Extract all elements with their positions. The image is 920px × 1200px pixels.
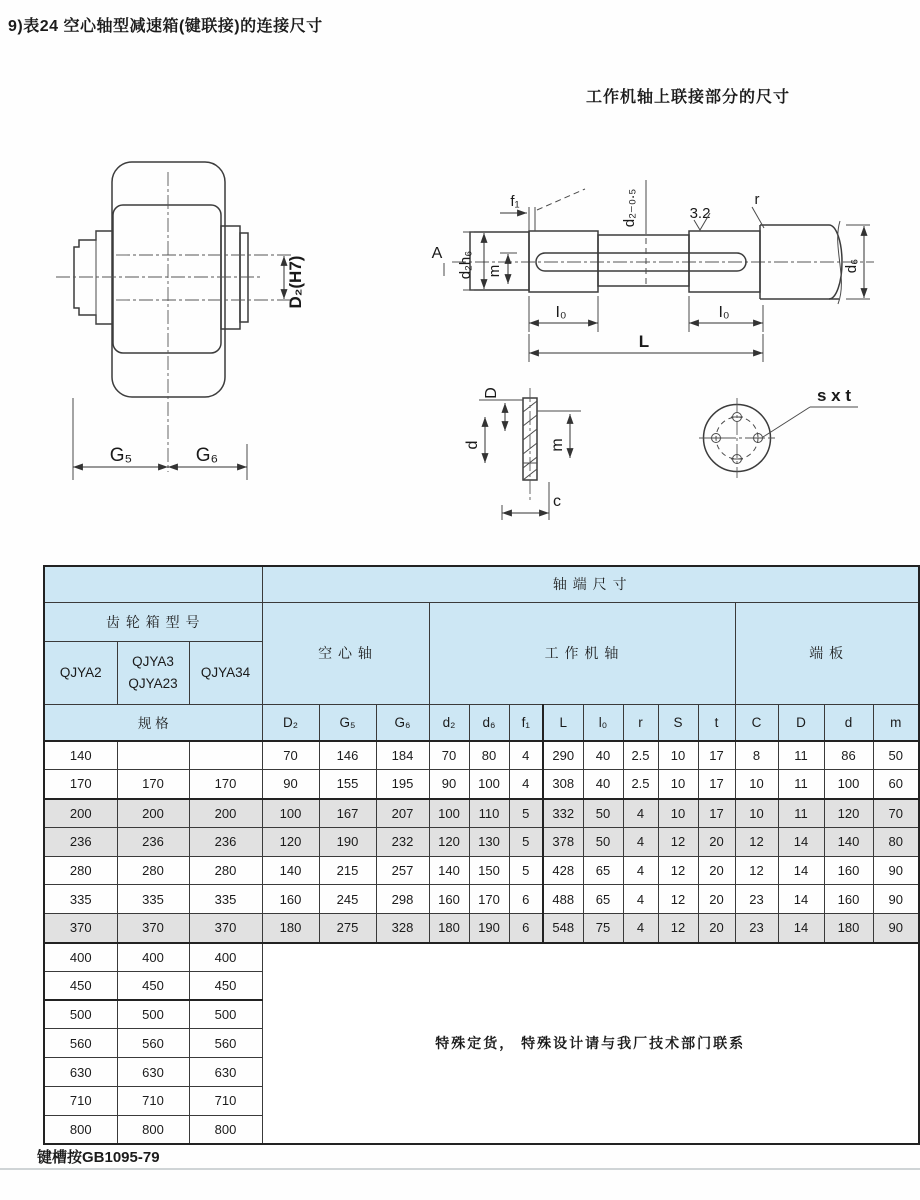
table-cell: 245 <box>319 885 376 914</box>
table-cell: 12 <box>658 914 698 943</box>
table-cell: 12 <box>735 856 778 885</box>
table-cell: 160 <box>262 885 319 914</box>
table-cell: 280 <box>117 856 189 885</box>
table-cell: 190 <box>319 827 376 856</box>
table-cell: 20 <box>698 914 735 943</box>
shaft-end-group-header: 轴 端 尺 寸 <box>262 566 919 602</box>
table-cell: 90 <box>262 770 319 799</box>
table-cell: 4 <box>623 885 658 914</box>
table-cell: 630 <box>117 1058 189 1087</box>
table-cell: 184 <box>376 741 429 770</box>
table-row <box>44 856 919 885</box>
table-cell: 20 <box>698 885 735 914</box>
table-cell: 170 <box>189 770 262 799</box>
keyway-depth-label: m <box>486 264 503 278</box>
table-cell: 190 <box>469 914 509 943</box>
col-label-L: L <box>543 704 583 741</box>
col-label-l0: l₀ <box>583 704 623 741</box>
hollow-shaft-group-header: 空 心 轴 <box>262 602 429 704</box>
table-cell: 335 <box>189 885 262 914</box>
table-cell: 200 <box>44 799 117 828</box>
table-cell: 146 <box>319 741 376 770</box>
table-cell: 180 <box>429 914 469 943</box>
f1-dimension-label: f₁ <box>510 193 520 210</box>
table-cell: 20 <box>698 856 735 885</box>
col-label-D2: D₂ <box>262 704 319 741</box>
bore-dimension-label: D₂(H7) <box>286 255 305 309</box>
table-cell: 370 <box>44 914 117 943</box>
table-cell: 428 <box>543 856 583 885</box>
table-cell: 2.5 <box>623 741 658 770</box>
page-bottom-edge <box>0 1168 920 1170</box>
col-label-d6: d₆ <box>469 704 509 741</box>
overall-length-label: L <box>638 332 650 351</box>
table-row <box>44 827 919 856</box>
table-cell: 65 <box>583 885 623 914</box>
table-cell: 160 <box>824 885 873 914</box>
model-header-line1: QJYA3 <box>132 653 174 669</box>
table-cell: 6 <box>509 914 543 943</box>
table-body <box>44 741 919 1144</box>
col-label-r: r <box>623 704 658 741</box>
g5-dimension-label: G₅ <box>109 445 133 466</box>
table-cell: 630 <box>189 1058 262 1087</box>
table-cell: 4 <box>509 770 543 799</box>
table-cell: 40 <box>583 770 623 799</box>
table-cell: 120 <box>824 799 873 828</box>
table-cell: 400 <box>189 943 262 972</box>
table-cell: 308 <box>543 770 583 799</box>
table-cell: 160 <box>429 885 469 914</box>
special-order-note: 特殊定货， 特殊设计请与我厂技术部门联系 <box>262 943 919 1145</box>
surface-roughness-label: 3.2 <box>689 205 711 222</box>
table-cell: 120 <box>262 827 319 856</box>
table-cell: 80 <box>469 741 509 770</box>
col-label-f1: f₁ <box>509 704 543 741</box>
col-label-G6: G₆ <box>376 704 429 741</box>
table-cell: 4 <box>623 856 658 885</box>
d2h6-dimension-label: d₂h₆ <box>457 250 474 280</box>
table-cell: 710 <box>44 1087 117 1116</box>
table-cell: 710 <box>189 1087 262 1116</box>
table-cell: 80 <box>873 827 919 856</box>
table-cell: 560 <box>44 1029 117 1058</box>
table-cell: 5 <box>509 827 543 856</box>
table-cell: 560 <box>189 1029 262 1058</box>
table-cell <box>189 741 262 770</box>
table-cell: 488 <box>543 885 583 914</box>
col-label-S: S <box>658 704 698 741</box>
table-cell: 65 <box>583 856 623 885</box>
table-cell: 6 <box>509 885 543 914</box>
col-label-G5: G₅ <box>319 704 376 741</box>
table-cell: 23 <box>735 885 778 914</box>
table-cell: 170 <box>117 770 189 799</box>
table-cell: 275 <box>319 914 376 943</box>
table-cell: 86 <box>824 741 873 770</box>
col-label-d: d <box>824 704 873 741</box>
table-cell: 215 <box>319 856 376 885</box>
table-cell: 200 <box>189 799 262 828</box>
table-cell: 328 <box>376 914 429 943</box>
table-cell: 710 <box>117 1087 189 1116</box>
table-cell: 332 <box>543 799 583 828</box>
table-cell: 548 <box>543 914 583 943</box>
end-plate-group-header: 端 板 <box>735 602 919 704</box>
table-cell: 155 <box>319 770 376 799</box>
table-cell: 370 <box>189 914 262 943</box>
table-cell: 8 <box>735 741 778 770</box>
table-cell: 12 <box>658 856 698 885</box>
table-cell: 257 <box>376 856 429 885</box>
table-cell: 11 <box>778 741 824 770</box>
work-shaft-group-header: 工 作 机 轴 <box>429 602 735 704</box>
table-row <box>44 885 919 914</box>
table-row <box>44 741 919 770</box>
table-cell: 160 <box>824 856 873 885</box>
table-cell: 450 <box>44 971 117 1000</box>
table-cell: 5 <box>509 799 543 828</box>
table-cell: 280 <box>44 856 117 885</box>
table-cell: 10 <box>658 799 698 828</box>
table-cell: 100 <box>429 799 469 828</box>
drawing-subtitle: 工作机轴上联接部分的尺寸 <box>586 89 791 106</box>
table-cell: 90 <box>873 885 919 914</box>
table-cell: 100 <box>262 799 319 828</box>
table-cell: 630 <box>44 1058 117 1087</box>
table-cell: 10 <box>735 770 778 799</box>
table-row <box>44 770 919 799</box>
table-cell: 298 <box>376 885 429 914</box>
g6-dimension-label: G₆ <box>195 445 219 466</box>
plate-m-label: m <box>549 438 566 452</box>
table-cell: 100 <box>824 770 873 799</box>
keyway-standard-note: 键槽按GB1095-79 <box>37 1149 160 1166</box>
table-cell: 40 <box>583 741 623 770</box>
table-cell: 167 <box>319 799 376 828</box>
table-cell: 280 <box>189 856 262 885</box>
page-title: 9)表24 空心轴型减速箱(键联接)的连接尺寸 <box>8 18 323 35</box>
table-cell: 20 <box>698 827 735 856</box>
table-cell: 75 <box>583 914 623 943</box>
table-cell: 90 <box>873 856 919 885</box>
table-cell: 4 <box>509 741 543 770</box>
table-cell: 70 <box>873 799 919 828</box>
table-cell: 370 <box>117 914 189 943</box>
table-cell: 14 <box>778 885 824 914</box>
table-cell: 180 <box>262 914 319 943</box>
table-cell: 170 <box>44 770 117 799</box>
table-cell: 50 <box>873 741 919 770</box>
technical-drawings <box>0 0 920 560</box>
model-header-qjya2: QJYA2 <box>44 641 117 704</box>
table-cell: 90 <box>873 914 919 943</box>
bolt-holes-label: s x t <box>816 386 852 405</box>
table-cell: 207 <box>376 799 429 828</box>
table-cell: 335 <box>44 885 117 914</box>
plate-thickness-label: c <box>553 493 561 510</box>
table-cell: 50 <box>583 799 623 828</box>
d2-tolerance-label: d₂₋₀.₅ <box>621 188 638 228</box>
table-cell: 70 <box>429 741 469 770</box>
table-cell: 130 <box>469 827 509 856</box>
plate-outer-dia-label: D <box>483 387 500 399</box>
table-cell: 5 <box>509 856 543 885</box>
table-cell: 4 <box>623 827 658 856</box>
table-cell: 290 <box>543 741 583 770</box>
table-cell: 560 <box>117 1029 189 1058</box>
table-row <box>44 799 919 828</box>
shaft-drawing <box>432 180 874 362</box>
table-cell: 14 <box>778 856 824 885</box>
table-cell: 378 <box>543 827 583 856</box>
table-cell: 2.5 <box>623 770 658 799</box>
table-cell: 12 <box>735 827 778 856</box>
table-cell: 4 <box>623 799 658 828</box>
table-cell: 10 <box>658 770 698 799</box>
table-cell: 140 <box>262 856 319 885</box>
table-row <box>44 914 919 943</box>
table-cell: 140 <box>824 827 873 856</box>
table-cell: 11 <box>778 799 824 828</box>
table-cell: 400 <box>44 943 117 972</box>
table-cell: 236 <box>117 827 189 856</box>
col-label-C: C <box>735 704 778 741</box>
end-plate-section-drawing <box>464 387 581 520</box>
table-cell: 450 <box>189 971 262 1000</box>
model-header-qjya34: QJYA34 <box>189 641 262 704</box>
col-label-t: t <box>698 704 735 741</box>
table-cell: 800 <box>117 1115 189 1144</box>
table-cell: 800 <box>189 1115 262 1144</box>
table-cell: 195 <box>376 770 429 799</box>
end-plate-face-drawing <box>699 386 858 478</box>
plate-inner-dia-label: d <box>464 440 481 450</box>
table-cell: 23 <box>735 914 778 943</box>
table-cell: 10 <box>658 741 698 770</box>
spec-header: 规 格 <box>44 704 262 741</box>
corner-cell <box>44 566 262 602</box>
gearbox-model-header: 齿 轮 箱 型 号 <box>44 602 262 641</box>
table-cell: 335 <box>117 885 189 914</box>
table-cell: 232 <box>376 827 429 856</box>
table-cell: 17 <box>698 770 735 799</box>
d6-dimension-label: d₆ <box>843 258 860 274</box>
table-cell: 170 <box>469 885 509 914</box>
section-a-label: A <box>431 245 443 262</box>
connection-dimensions-table <box>43 565 920 1145</box>
table-cell: 12 <box>658 827 698 856</box>
table-cell: 11 <box>778 770 824 799</box>
table-cell: 236 <box>189 827 262 856</box>
table-cell <box>117 741 189 770</box>
table-cell: 90 <box>429 770 469 799</box>
col-label-d2: d₂ <box>429 704 469 741</box>
table-cell: 17 <box>698 799 735 828</box>
table-cell: 450 <box>117 971 189 1000</box>
gearbox-drawing <box>56 162 305 480</box>
table-cell: 140 <box>429 856 469 885</box>
table-cell: 800 <box>44 1115 117 1144</box>
table-cell: 60 <box>873 770 919 799</box>
table-cell: 400 <box>117 943 189 972</box>
table-cell: 100 <box>469 770 509 799</box>
table-cell: 14 <box>778 914 824 943</box>
table-cell: 120 <box>429 827 469 856</box>
table-cell: 236 <box>44 827 117 856</box>
l0-right-label: I₀ <box>718 304 730 321</box>
table-cell: 500 <box>189 1000 262 1029</box>
table-cell: 200 <box>117 799 189 828</box>
table-cell: 50 <box>583 827 623 856</box>
radius-label: r <box>754 191 760 208</box>
table-cell: 70 <box>262 741 319 770</box>
model-header-qjya3-qjya23 <box>117 641 189 704</box>
table-cell: 140 <box>44 741 117 770</box>
table-cell: 180 <box>824 914 873 943</box>
col-label-m: m <box>873 704 919 741</box>
table-cell: 4 <box>623 914 658 943</box>
col-label-D: D <box>778 704 824 741</box>
table-cell: 150 <box>469 856 509 885</box>
table-cell: 14 <box>778 827 824 856</box>
model-header-line2: QJYA23 <box>128 675 178 691</box>
table-cell: 10 <box>735 799 778 828</box>
table-cell: 17 <box>698 741 735 770</box>
table-cell: 500 <box>44 1000 117 1029</box>
table-cell: 12 <box>658 885 698 914</box>
table-cell: 110 <box>469 799 509 828</box>
table-row <box>44 943 919 972</box>
table-cell: 500 <box>117 1000 189 1029</box>
l0-left-label: I₀ <box>555 304 567 321</box>
